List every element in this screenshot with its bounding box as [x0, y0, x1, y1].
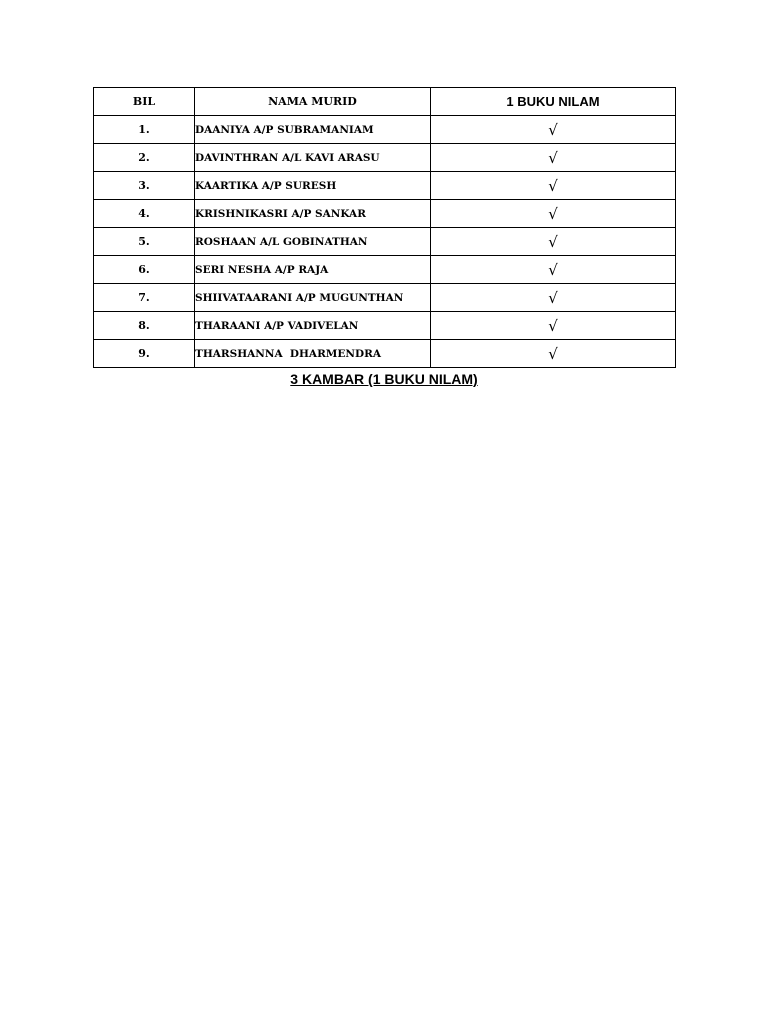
student-name: KAARTIKA A/P SURESH — [195, 172, 431, 200]
check-mark-icon: √ — [431, 256, 676, 284]
table-row — [94, 284, 676, 312]
student-name: ROSHAAN A/L GOBINATHAN — [195, 228, 431, 256]
row-number: 1. — [94, 116, 195, 144]
table-row — [94, 172, 676, 200]
check-mark-icon: √ — [431, 116, 676, 144]
row-number: 6. — [94, 256, 195, 284]
check-mark-icon: √ — [431, 228, 676, 256]
table-row — [94, 256, 676, 284]
student-name: DAANIYA A/P SUBRAMANIAM — [195, 116, 431, 144]
row-number: 3. — [94, 172, 195, 200]
student-name: THARAANI A/P VADIVELAN — [195, 312, 431, 340]
table-row — [94, 228, 676, 256]
check-mark-icon: √ — [431, 284, 676, 312]
student-name: KRISHNIKASRI A/P SANKAR — [195, 200, 431, 228]
table-row — [94, 116, 676, 144]
row-number: 5. — [94, 228, 195, 256]
student-name: SHIIVATAARANI A/P MUGUNTHAN — [195, 284, 431, 312]
check-mark-icon: √ — [431, 144, 676, 172]
header-name: NAMA MURID — [195, 88, 431, 116]
table-row — [94, 200, 676, 228]
row-number: 7. — [94, 284, 195, 312]
check-mark-icon: √ — [431, 172, 676, 200]
table-row — [94, 340, 676, 368]
document-sheet — [93, 87, 675, 387]
table-caption: 3 KAMBAR (1 BUKU NILAM) — [290, 371, 478, 387]
row-number: 9. — [94, 340, 195, 368]
row-number: 2. — [94, 144, 195, 172]
row-number: 8. — [94, 312, 195, 340]
check-mark-icon: √ — [431, 312, 676, 340]
table-row — [94, 312, 676, 340]
student-name: SERI NESHA A/P RAJA — [195, 256, 431, 284]
check-mark-icon: √ — [431, 200, 676, 228]
table-row — [94, 144, 676, 172]
student-name: THARSHANNA DHARMENDRA — [195, 340, 431, 368]
header-mark: 1 BUKU NILAM — [431, 88, 676, 116]
row-number: 4. — [94, 200, 195, 228]
student-table — [93, 87, 676, 368]
header-bil: BIL — [94, 88, 195, 116]
check-mark-icon: √ — [431, 340, 676, 368]
student-name: DAVINTHRAN A/L KAVI ARASU — [195, 144, 431, 172]
header-row — [94, 88, 676, 116]
